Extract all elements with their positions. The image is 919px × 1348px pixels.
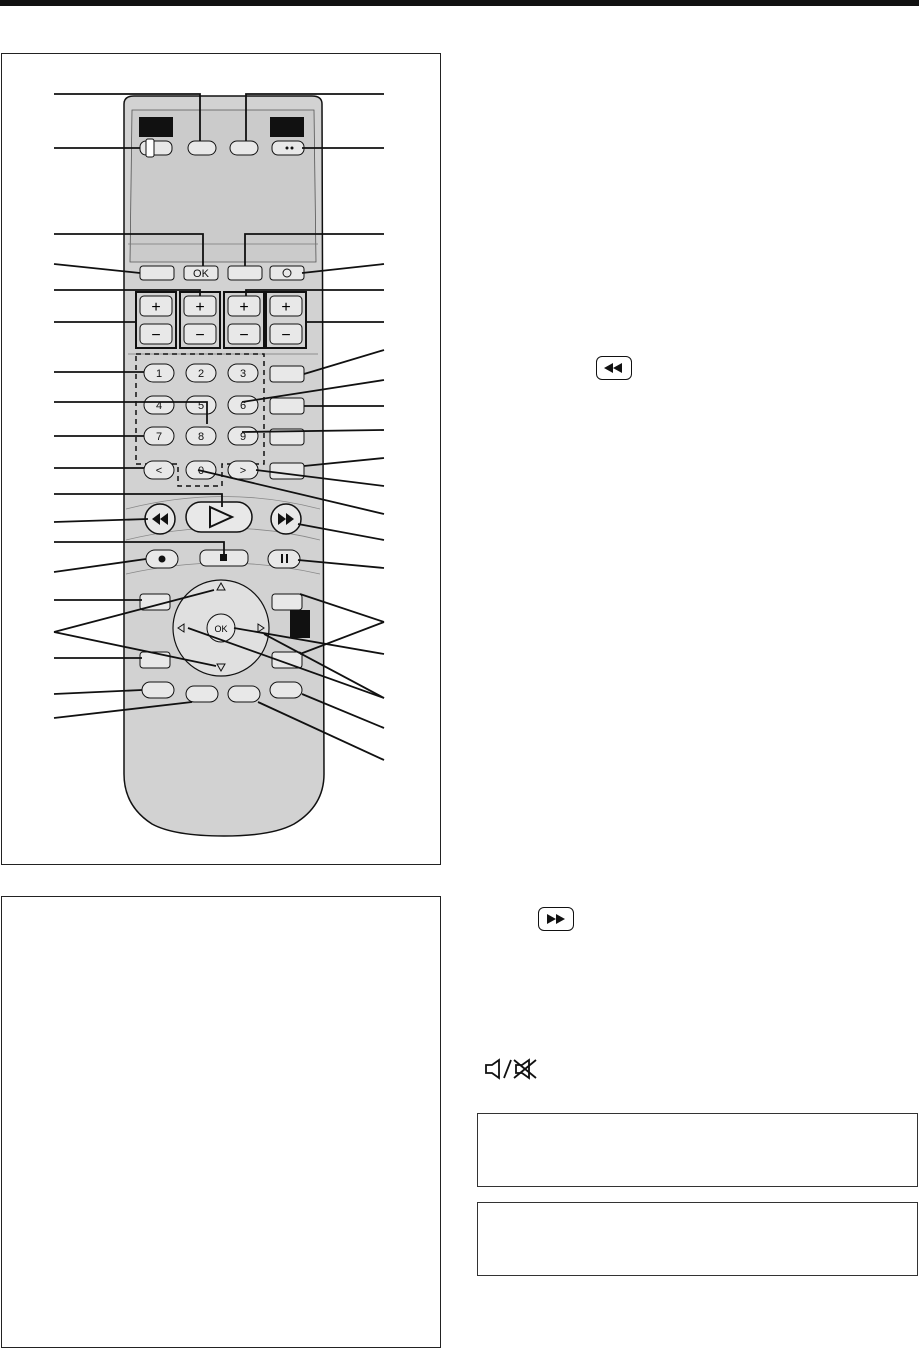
dpad-ok-label: OK — [214, 624, 228, 634]
rewind-icon — [596, 356, 632, 380]
remote-control-diagram — [2, 54, 442, 866]
bottom-button-1[interactable] — [142, 682, 174, 698]
pause-icon — [281, 554, 283, 563]
stop-icon — [220, 554, 227, 561]
minus-sign-1: − — [151, 327, 161, 344]
side-label-block — [290, 610, 310, 638]
info-frame-2 — [477, 1202, 918, 1276]
plus-sign-2: + — [195, 299, 205, 316]
side-button-4[interactable] — [270, 463, 304, 479]
menu-button-left-lower[interactable] — [140, 652, 170, 668]
top-button-a[interactable] — [188, 141, 216, 155]
key-9-label: 9 — [239, 431, 247, 443]
minus-sign-3: − — [239, 327, 249, 344]
side-button-1[interactable] — [270, 366, 304, 382]
indicator-block-left — [139, 117, 173, 137]
key-2-label: 2 — [197, 368, 205, 380]
plus-sign-3: + — [239, 299, 249, 316]
info-frame-1 — [477, 1113, 918, 1187]
key-6-label: 6 — [239, 400, 247, 412]
minus-sign-4: − — [281, 327, 291, 344]
play-button[interactable] — [186, 502, 252, 532]
key-3-label: 3 — [239, 368, 247, 380]
record-icon — [159, 556, 166, 563]
bottom-button-2[interactable] — [186, 686, 218, 702]
row3-button-3[interactable] — [228, 266, 262, 280]
key-right-angle-label: > — [239, 465, 247, 477]
plus-sign-4: + — [281, 299, 291, 316]
top-rule — [0, 0, 919, 6]
key-left-angle-label: < — [155, 465, 163, 477]
mode-switch[interactable] — [140, 141, 172, 155]
bottom-button-3[interactable] — [228, 686, 260, 702]
row3-button-1[interactable] — [140, 266, 174, 280]
speaker-mute-icon — [484, 1057, 554, 1081]
remote-control-figure — [1, 53, 441, 865]
key-7-label: 7 — [155, 431, 163, 443]
minus-sign-2: − — [195, 327, 205, 344]
key-0-label: 0 — [197, 465, 205, 477]
key-4-label: 4 — [155, 400, 163, 412]
timer-button[interactable] — [270, 266, 304, 280]
indicator-block-right — [270, 117, 304, 137]
plus-sign-1: + — [151, 299, 161, 316]
ok-button-small-label: OK — [193, 268, 209, 280]
side-button-2[interactable] — [270, 398, 304, 414]
mute-button[interactable] — [270, 682, 302, 698]
key-8-label: 8 — [197, 431, 205, 443]
mode-switch-knob[interactable] — [146, 139, 154, 157]
channel-plus-button[interactable] — [272, 594, 302, 610]
notes-box — [1, 896, 441, 1348]
top-button-b[interactable] — [230, 141, 258, 155]
key-1-label: 1 — [155, 368, 163, 380]
pause-button[interactable] — [268, 550, 300, 568]
key-5-label: 5 — [197, 400, 205, 412]
fast-forward-icon — [538, 907, 574, 931]
